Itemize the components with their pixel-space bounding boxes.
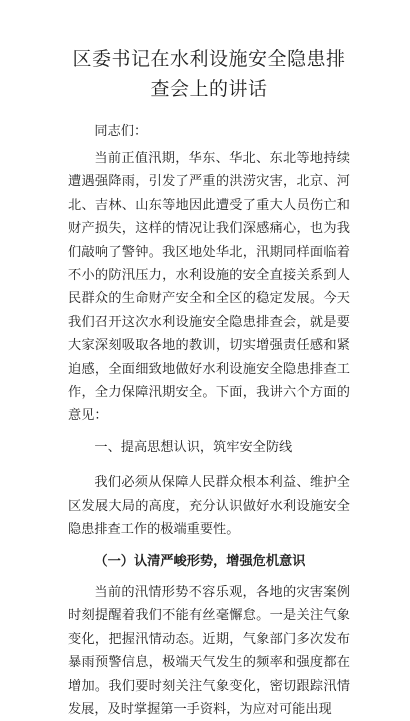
salutation: 同志们： [94, 124, 148, 139]
subsection-heading-1: （一）认清严峻形势，增强危机意识 [94, 553, 306, 569]
subsection-paragraph: 当前的汛情形势不容乐观，各地的灾害案例时刻提醒着我们不能有丝毫懈怠。一是关注气象变化，把握汛情动态。近期，气象部门多次发布暴雨预警信息，极端天气发生的频率和强度都在增加。我们要时刻关注气象变化，密切跟踪汛情发展，及时掌握第一手资料，为应对可能出现 [68, 584, 350, 717]
section-heading-1: 一、提高思想认识，筑牢安全防线 [94, 439, 293, 455]
intro-paragraph: 当前正值汛期，华东、华北、东北等地持续遭遇强降雨，引发了严重的洪涝灾害，北京、河北、吉林、山东等地因此遭受了重大人员伤亡和财产损失，这样的情况让我们深感痛心，也为我们敲响了警钟。我区地处华北，汛期同样面临着不小的防汛压力，水利设施的安全直接关系到人民群众的生命财产安全和全区的稳定发展。今天我们召开这次水利设施安全隐患排查会，就是要大家深刻吸取各地的教训，切实增强责任感和紧迫感，全面细致地做好水利设施安全隐患排查工作，全力保障汛期安全。下面，我讲六个方面的意见： [68, 151, 350, 424]
section-paragraph: 我们必须从保障人民群众根本利益、维护全区发展大局的高度，充分认识做好水利设施安全隐患排查工作的极端重要性。 [68, 475, 350, 538]
document-title: 区委书记在水利设施安全隐患排查会上的讲话 [72, 48, 346, 100]
